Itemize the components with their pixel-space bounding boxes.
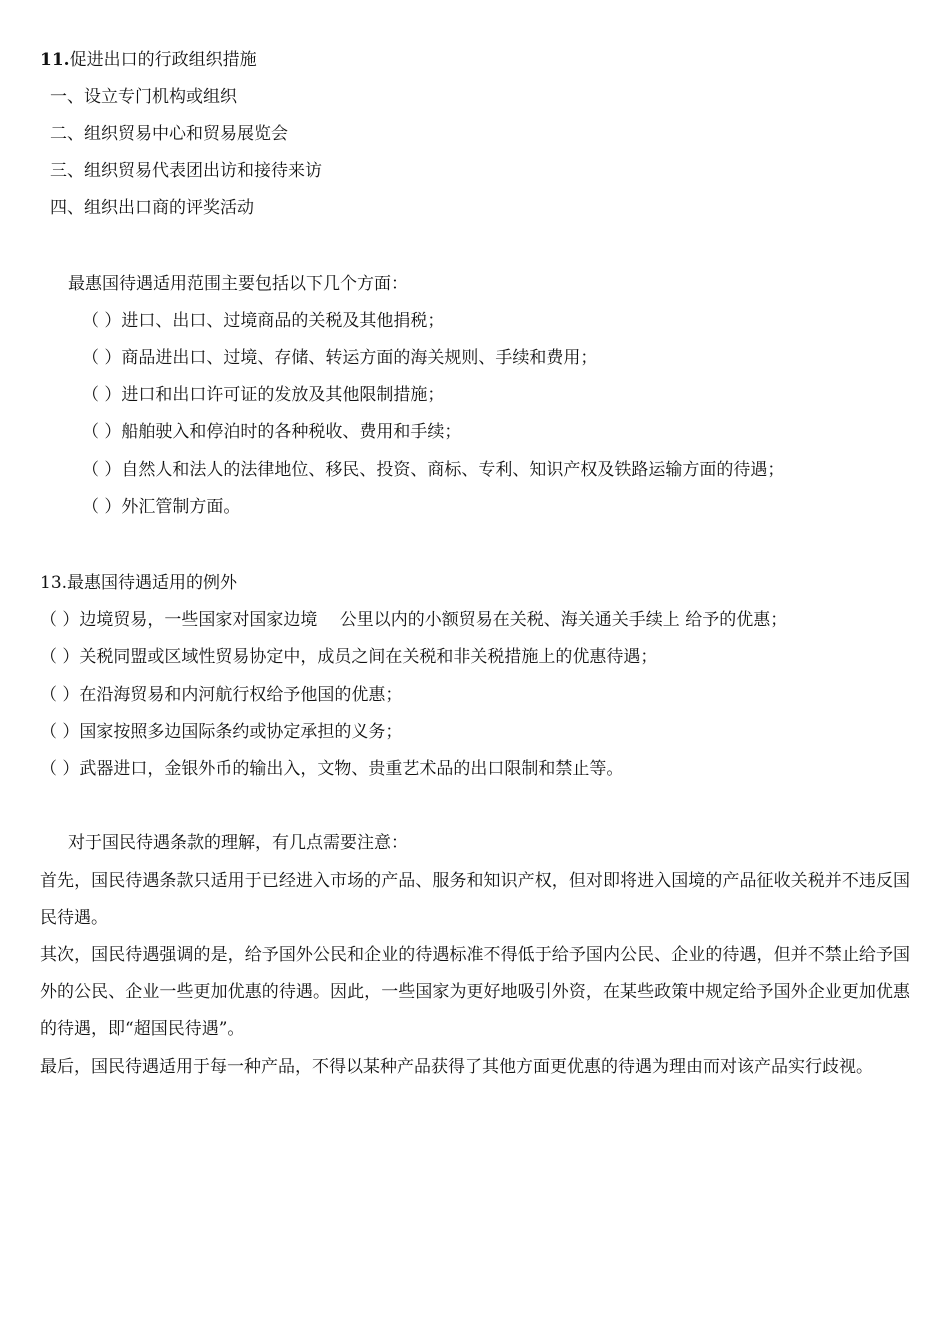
section-13-item: （ ）边境贸易，一些国家对国家边境 公里以内的小额贸易在关税、海关通关手续上 给予的优惠；: [40, 610, 788, 630]
section-11-item: 四、组织出口商的评奖活动: [50, 198, 254, 218]
section-13-item: （ ）国家按照多边国际条约或协定承担的义务；: [40, 722, 403, 742]
section-13-heading: 13.最惠国待遇适用的例外: [40, 573, 238, 593]
national-treatment-paragraph-first: 首先，国民待遇条款只适用于已经进入市场的产品、服务和知识产权，但对即将进入国境的产品征收关税并不违反国民待遇。: [40, 871, 910, 928]
section-13-item: （ ）武器进口，金银外币的输出入，文物、贵重艺术品的出口限制和禁止等。: [40, 759, 624, 779]
section-11-heading: [40, 49, 257, 71]
mfn-scope-item: （ ）外汇管制方面。: [82, 497, 241, 517]
section-11-item: 三、组织贸易代表团出访和接待来访: [50, 161, 322, 181]
national-treatment-intro: 对于国民待遇条款的理解，有几点需要注意：: [68, 833, 408, 853]
mfn-scope-intro: 最惠国待遇适用范围主要包括以下几个方面：: [68, 274, 408, 294]
section-11-number: 11.: [40, 50, 70, 70]
section-11-item: 二、组织贸易中心和贸易展览会: [50, 124, 288, 144]
section-11-item: 一、设立专门机构或组织: [50, 87, 237, 107]
mfn-scope-item: （ ）进口和出口许可证的发放及其他限制措施；: [82, 385, 445, 405]
mfn-scope-item: （ ）自然人和法人的法律地位、移民、投资、商标、专利、知识产权及铁路运输方面的待遇；: [82, 460, 785, 480]
mfn-scope-item: （ ）船舶驶入和停泊时的各种税收、费用和手续；: [82, 422, 462, 442]
section-13-item: （ ）关税同盟或区域性贸易协定中，成员之间在关税和非关税措施上的优惠待遇；: [40, 647, 658, 667]
national-treatment-paragraph-last: 最后，国民待遇适用于每一种产品，不得以某种产品获得了其他方面更优惠的待遇为理由而对该产品实行歧视。: [40, 1057, 873, 1077]
section-13-item: （ ）在沿海贸易和内河航行权给予他国的优惠；: [40, 685, 403, 705]
mfn-scope-item: （ ）进口、出口、过境商品的关税及其他捐税；: [82, 311, 445, 331]
national-treatment-paragraph-second: 其次，国民待遇强调的是，给予国外公民和企业的待遇标准不得低于给予国内公民、企业的待遇，但并不禁止给予国外的公民、企业一些更加优惠的待遇。因此，一些国家为更好地吸引外资，在某些政策中规定给予国外企业更加优惠的待遇，即“超国民待遇”。: [40, 945, 910, 1039]
mfn-scope-item: （ ）商品进出口、过境、存储、转运方面的海关规则、手续和费用；: [82, 348, 598, 368]
section-11-title: 促进出口的行政组织措施: [69, 50, 257, 70]
